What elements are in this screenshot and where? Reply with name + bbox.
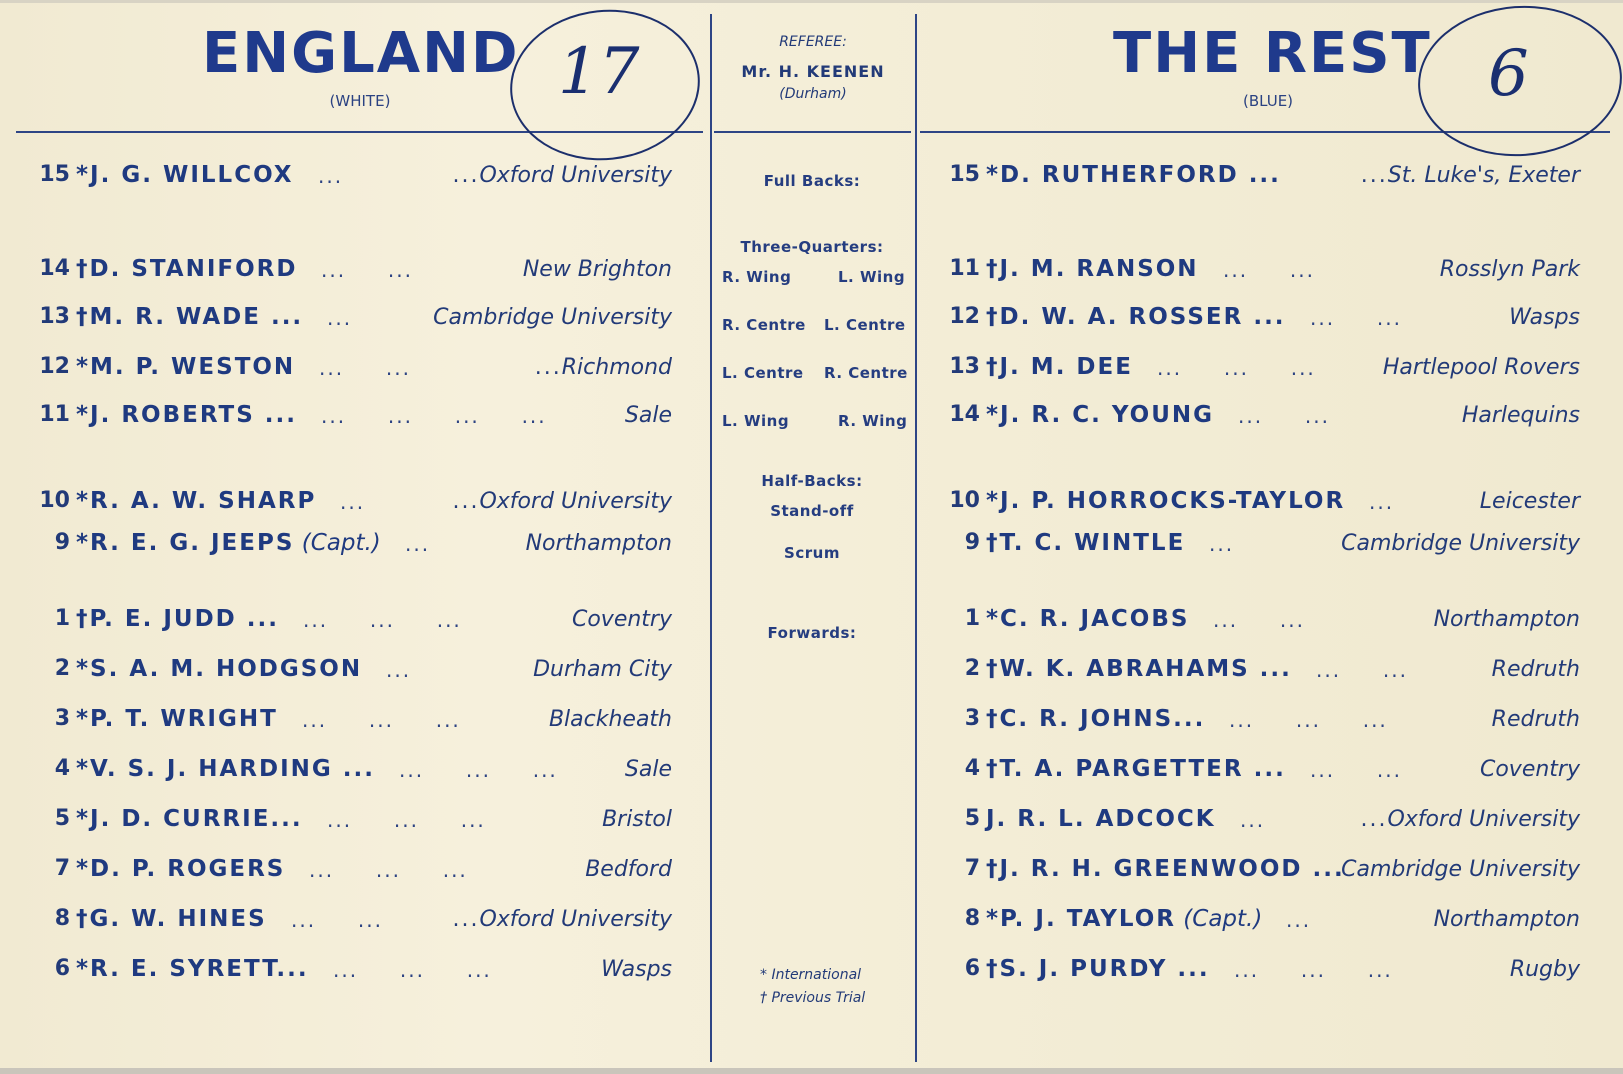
player-row [940, 256, 1580, 296]
leader-dots: ... [386, 658, 453, 682]
player-club [433, 305, 672, 330]
leader-dots: ... ... ... [1229, 708, 1430, 732]
player-row [30, 606, 672, 646]
top-edge [0, 0, 1623, 3]
player-number: 14 [949, 402, 980, 427]
player-name [76, 402, 297, 428]
referee-label: REFEREE: [779, 34, 847, 50]
player-row [30, 402, 672, 442]
player-name-text: C. R. JACOBS [1000, 606, 1190, 632]
player-mark: * [76, 162, 91, 188]
player-name [76, 956, 309, 982]
player-number: 11 [39, 402, 70, 427]
club-leader-dots: ... [452, 489, 480, 514]
leader-dots: ... [340, 490, 407, 514]
leader-dots: ... ... [291, 908, 425, 932]
leader-dots: ... [1240, 808, 1307, 832]
player-name-text: W. K. ABRAHAMS ... [999, 656, 1292, 682]
leader-dots: ... [327, 306, 394, 330]
club-name: Bedford [585, 857, 672, 882]
england-colour: (WHITE) [329, 92, 391, 110]
player-number: 1 [54, 606, 70, 631]
player-number: 8 [54, 906, 70, 931]
player-number: 4 [54, 756, 70, 781]
leader-dots: ... [318, 164, 385, 188]
player-name [986, 806, 1216, 832]
player-club [1341, 857, 1580, 882]
player-number: 4 [964, 756, 980, 781]
player-name [76, 606, 279, 632]
player-club [523, 257, 672, 282]
club-name: Coventry [1479, 757, 1580, 782]
player-name-text: J. R. C. YOUNG [1000, 402, 1215, 428]
player-row [940, 906, 1580, 946]
referee-name: Mr. H. KEENEN [741, 62, 885, 81]
player-number: 1 [964, 606, 980, 631]
leader-dots: ... ... [1310, 758, 1444, 782]
leader-dots: ... ... ... [399, 758, 600, 782]
player-number: 2 [964, 656, 980, 681]
player-row [940, 656, 1580, 696]
player-name-text: P. J. TAYLOR [1000, 906, 1176, 932]
player-number: 3 [964, 706, 980, 731]
leader-dots: ... ... [321, 258, 455, 282]
player-name [76, 256, 297, 282]
player-mark: * [76, 806, 91, 832]
player-name [986, 706, 1205, 732]
player-number: 13 [39, 304, 70, 329]
club-name: Cambridge University [1341, 857, 1580, 882]
leader-dots: ... ... [1310, 306, 1444, 330]
divider-right [915, 14, 917, 1062]
player-number: 12 [39, 354, 70, 379]
player-name [986, 956, 1210, 982]
player-row [30, 304, 672, 344]
club-name: Sale [624, 757, 672, 782]
player-name-text: S. J. PURDY ... [999, 956, 1210, 982]
leader-dots: ... ... [1238, 404, 1372, 428]
rest-title: THE REST [1113, 21, 1432, 86]
label-full-backs: Full Backs: [763, 172, 861, 190]
player-club [1480, 489, 1580, 514]
player-name-text: G. W. HINES [89, 906, 267, 932]
player-name [76, 530, 381, 556]
leader-dots: ... ... [319, 356, 453, 380]
player-club [602, 807, 672, 832]
label-l-wing-1: L. Wing [838, 268, 906, 286]
club-name: Rosslyn Park [1439, 257, 1580, 282]
club-name: Wasps [601, 957, 672, 982]
club-name: Oxford University [479, 489, 672, 514]
player-mark: † [986, 256, 1000, 282]
player-name-text: D. RUTHERFORD ... [1000, 162, 1281, 188]
player-name [76, 756, 375, 782]
player-mark: † [986, 956, 1000, 982]
player-name-text: T. A. PARGETTER ... [999, 756, 1286, 782]
player-number: 5 [964, 806, 980, 831]
club-leader-dots: ... [452, 907, 480, 932]
player-mark: * [986, 906, 1001, 932]
club-name: Cambridge University [433, 305, 672, 330]
club-name: Redruth [1491, 657, 1580, 682]
player-number: 15 [949, 162, 980, 187]
player-name [986, 402, 1214, 428]
leader-dots: ... ... [1223, 258, 1357, 282]
player-row [30, 656, 672, 696]
player-name [76, 856, 285, 882]
captain-marker: (Capt.) [294, 530, 381, 556]
player-name-text: T. C. WINTLE [999, 530, 1186, 556]
player-row [940, 756, 1580, 796]
label-forwards: Forwards: [767, 624, 857, 642]
player-mark: * [986, 488, 1001, 514]
player-mark: † [986, 706, 1000, 732]
player-club [535, 355, 672, 380]
player-mark: † [986, 656, 1000, 682]
player-name [986, 906, 1262, 932]
label-scrum: Scrum [784, 544, 840, 562]
player-name-text: V. S. J. HARDING ... [90, 756, 375, 782]
player-number: 6 [964, 956, 980, 981]
player-mark: † [986, 856, 1000, 882]
player-name-text: S. A. M. HODGSON [90, 656, 363, 682]
player-mark: † [986, 530, 1000, 556]
player-club [1383, 355, 1580, 380]
player-name-text: D. W. A. ROSSER ... [999, 304, 1286, 330]
player-row [940, 402, 1580, 442]
player-mark: † [986, 304, 1000, 330]
rest-score: 6 [1488, 37, 1529, 111]
player-club [526, 531, 672, 556]
england-score: 17 [558, 35, 640, 109]
label-r-centre-2: R. Centre [824, 364, 908, 382]
player-mark: * [76, 956, 91, 982]
player-row [30, 806, 672, 846]
label-three-quarters: Three-Quarters: [740, 238, 884, 256]
player-row [940, 856, 1580, 896]
player-club [533, 657, 672, 682]
label-r-wing-1: R. Wing [722, 268, 792, 286]
player-mark: † [76, 256, 90, 282]
player-name [76, 488, 316, 514]
player-mark: * [76, 530, 91, 556]
club-name: Northampton [1433, 607, 1580, 632]
legend-international: * International [760, 967, 862, 983]
player-name-text: R. E. SYRETT... [90, 956, 309, 982]
player-number: 5 [54, 806, 70, 831]
player-number: 12 [949, 304, 980, 329]
player-name-text: J. ROBERTS ... [90, 402, 297, 428]
player-name [76, 354, 295, 380]
player-row [30, 856, 672, 896]
player-name-text: D. STANIFORD [89, 256, 298, 282]
player-club [585, 857, 672, 882]
player-name-text: J. P. HORROCKS-TAYLOR [1000, 488, 1346, 514]
rest-colour: (BLUE) [1242, 92, 1294, 110]
player-mark: * [76, 354, 91, 380]
player-name [986, 304, 1286, 330]
player-number: 9 [54, 530, 70, 555]
leader-dots: ... ... ... [302, 708, 503, 732]
player-number: 8 [964, 906, 980, 931]
player-row [940, 162, 1580, 202]
club-name: Oxford University [479, 907, 672, 932]
player-mark: † [986, 354, 1000, 380]
club-leader-dots: ... [1360, 807, 1388, 832]
player-club [625, 403, 672, 428]
label-l-wing-2: L. Wing [722, 412, 790, 430]
player-name [986, 656, 1292, 682]
captain-marker: (Capt.) [1175, 906, 1263, 932]
leader-dots: ... ... ... [327, 808, 528, 832]
player-name-text: D. P. ROGERS [90, 856, 286, 882]
player-name-text: J. G. WILLCOX [90, 162, 294, 188]
player-row [30, 530, 672, 570]
player-row [940, 530, 1580, 570]
player-row [30, 706, 672, 746]
player-row [940, 956, 1580, 996]
leader-dots: ... ... ... [303, 608, 504, 632]
leader-dots: ... ... [1316, 658, 1450, 682]
club-name: Sale [624, 403, 672, 428]
club-name: Durham City [533, 657, 672, 682]
club-name: Cambridge University [1341, 531, 1580, 556]
player-name [986, 162, 1281, 188]
club-name: Wasps [1509, 305, 1580, 330]
player-number: 6 [54, 956, 70, 981]
player-name [76, 304, 303, 330]
player-number: 3 [54, 706, 70, 731]
club-name: Leicester [1479, 489, 1580, 514]
player-club [1492, 657, 1580, 682]
player-number: 7 [54, 856, 70, 881]
player-name-text: J. D. CURRIE... [90, 806, 303, 832]
club-leader-dots: ... [1360, 163, 1388, 188]
label-r-centre-1: R. Centre [722, 316, 806, 334]
player-name-text: J. R. H. GREENWOOD ... [999, 856, 1345, 882]
player-club [1361, 163, 1580, 188]
player-name-text: J. M. RANSON [999, 256, 1199, 282]
player-club [549, 707, 672, 732]
player-name [986, 256, 1199, 282]
club-name: Redruth [1491, 707, 1580, 732]
player-club [625, 757, 672, 782]
player-number: 15 [39, 162, 70, 187]
player-name-text: M. R. WADE ... [89, 304, 304, 330]
player-name [986, 606, 1189, 632]
club-name: Richmond [561, 355, 672, 380]
player-row [30, 162, 672, 202]
club-name: Blackheath [548, 707, 672, 732]
player-club [1492, 707, 1580, 732]
player-mark: * [986, 606, 1001, 632]
player-row [940, 706, 1580, 746]
player-row [30, 756, 672, 796]
club-name: Oxford University [1387, 807, 1580, 832]
player-club [572, 607, 672, 632]
player-name [76, 162, 294, 188]
player-mark: * [986, 162, 1001, 188]
club-name: Rugby [1509, 957, 1580, 982]
leader-dots: ... [1286, 908, 1353, 932]
player-club [601, 957, 672, 982]
player-number: 10 [39, 488, 70, 513]
player-name [76, 906, 267, 932]
player-name [986, 856, 1345, 882]
player-club [1480, 757, 1580, 782]
bottom-edge [0, 1068, 1623, 1074]
club-leader-dots: ... [534, 355, 562, 380]
player-name-text: J. M. DEE [999, 354, 1133, 380]
leader-dots: ... [405, 532, 472, 556]
player-name [986, 488, 1345, 514]
player-row [940, 806, 1580, 846]
player-number: 14 [39, 256, 70, 281]
player-name-text: P. T. WRIGHT [90, 706, 278, 732]
label-l-centre-1: L. Centre [824, 316, 906, 334]
player-mark: * [76, 856, 91, 882]
player-row [940, 606, 1580, 646]
player-club [452, 907, 672, 932]
club-name: St. Luke's, Exeter [1387, 163, 1580, 188]
player-row [30, 906, 672, 946]
player-number: 10 [949, 488, 980, 513]
player-mark: * [76, 656, 91, 682]
player-name-text: M. P. WESTON [90, 354, 296, 380]
player-row [940, 488, 1580, 528]
player-number: 9 [964, 530, 980, 555]
player-name-text: R. A. W. SHARP [90, 488, 317, 514]
player-number: 13 [949, 354, 980, 379]
club-name: Harlequins [1461, 403, 1580, 428]
rule-centre [714, 131, 911, 133]
player-club [1462, 403, 1580, 428]
player-club [1434, 607, 1580, 632]
player-mark: * [76, 756, 91, 782]
player-club [1341, 531, 1580, 556]
player-name [986, 530, 1185, 556]
player-name-text: C. R. JOHNS... [999, 706, 1206, 732]
club-name: Oxford University [479, 163, 672, 188]
player-name [76, 656, 362, 682]
club-name: Coventry [571, 607, 672, 632]
player-row [940, 354, 1580, 394]
player-name-text: R. E. G. JEEPS [90, 530, 295, 556]
club-name: New Brighton [522, 257, 672, 282]
player-club [1510, 957, 1580, 982]
player-club [1440, 257, 1580, 282]
player-name [76, 706, 278, 732]
player-name-text: P. E. JUDD ... [89, 606, 279, 632]
label-r-wing-2: R. Wing [838, 412, 908, 430]
club-name: Bristol [602, 807, 672, 832]
player-number: 2 [54, 656, 70, 681]
player-club [452, 489, 672, 514]
player-row [940, 304, 1580, 344]
club-name: Hartlepool Rovers [1382, 355, 1580, 380]
player-number: 7 [964, 856, 980, 881]
player-mark: * [986, 402, 1001, 428]
club-leader-dots: ... [452, 163, 480, 188]
player-name [986, 354, 1133, 380]
player-row [30, 256, 672, 296]
leader-dots: ... [1209, 532, 1276, 556]
leader-dots: ... ... [1213, 608, 1347, 632]
player-club [1434, 907, 1580, 932]
player-name [986, 756, 1286, 782]
player-club [1509, 305, 1580, 330]
player-mark: † [76, 606, 90, 632]
leader-dots: ... ... ... [1157, 356, 1358, 380]
leader-dots: ... ... ... ... [321, 404, 589, 428]
player-mark: * [76, 488, 91, 514]
player-mark: * [76, 706, 91, 732]
player-mark: * [76, 402, 91, 428]
leader-dots: ... ... ... [333, 958, 534, 982]
player-name-text: J. R. L. ADCOCK [986, 806, 1216, 832]
label-stand-off: Stand-off [770, 502, 854, 520]
referee-county: (Durham) [779, 86, 847, 102]
player-mark: † [76, 304, 90, 330]
player-number: 11 [949, 256, 980, 281]
player-club [452, 163, 672, 188]
leader-dots: ... [1369, 490, 1436, 514]
player-row [30, 488, 672, 528]
leader-dots: ... ... ... [309, 858, 510, 882]
player-name [76, 806, 303, 832]
player-mark: † [76, 906, 90, 932]
divider-left [710, 14, 712, 1062]
england-title: ENGLAND [202, 21, 520, 86]
club-name: Northampton [525, 531, 672, 556]
label-half-backs: Half-Backs: [761, 472, 863, 490]
legend-previous-trial: † Previous Trial [760, 990, 866, 1006]
label-l-centre-2: L. Centre [722, 364, 804, 382]
player-club [1360, 807, 1580, 832]
player-row [30, 956, 672, 996]
player-row [30, 354, 672, 394]
player-mark: † [986, 756, 1000, 782]
club-name: Northampton [1433, 907, 1580, 932]
leader-dots: ... ... ... [1234, 958, 1435, 982]
